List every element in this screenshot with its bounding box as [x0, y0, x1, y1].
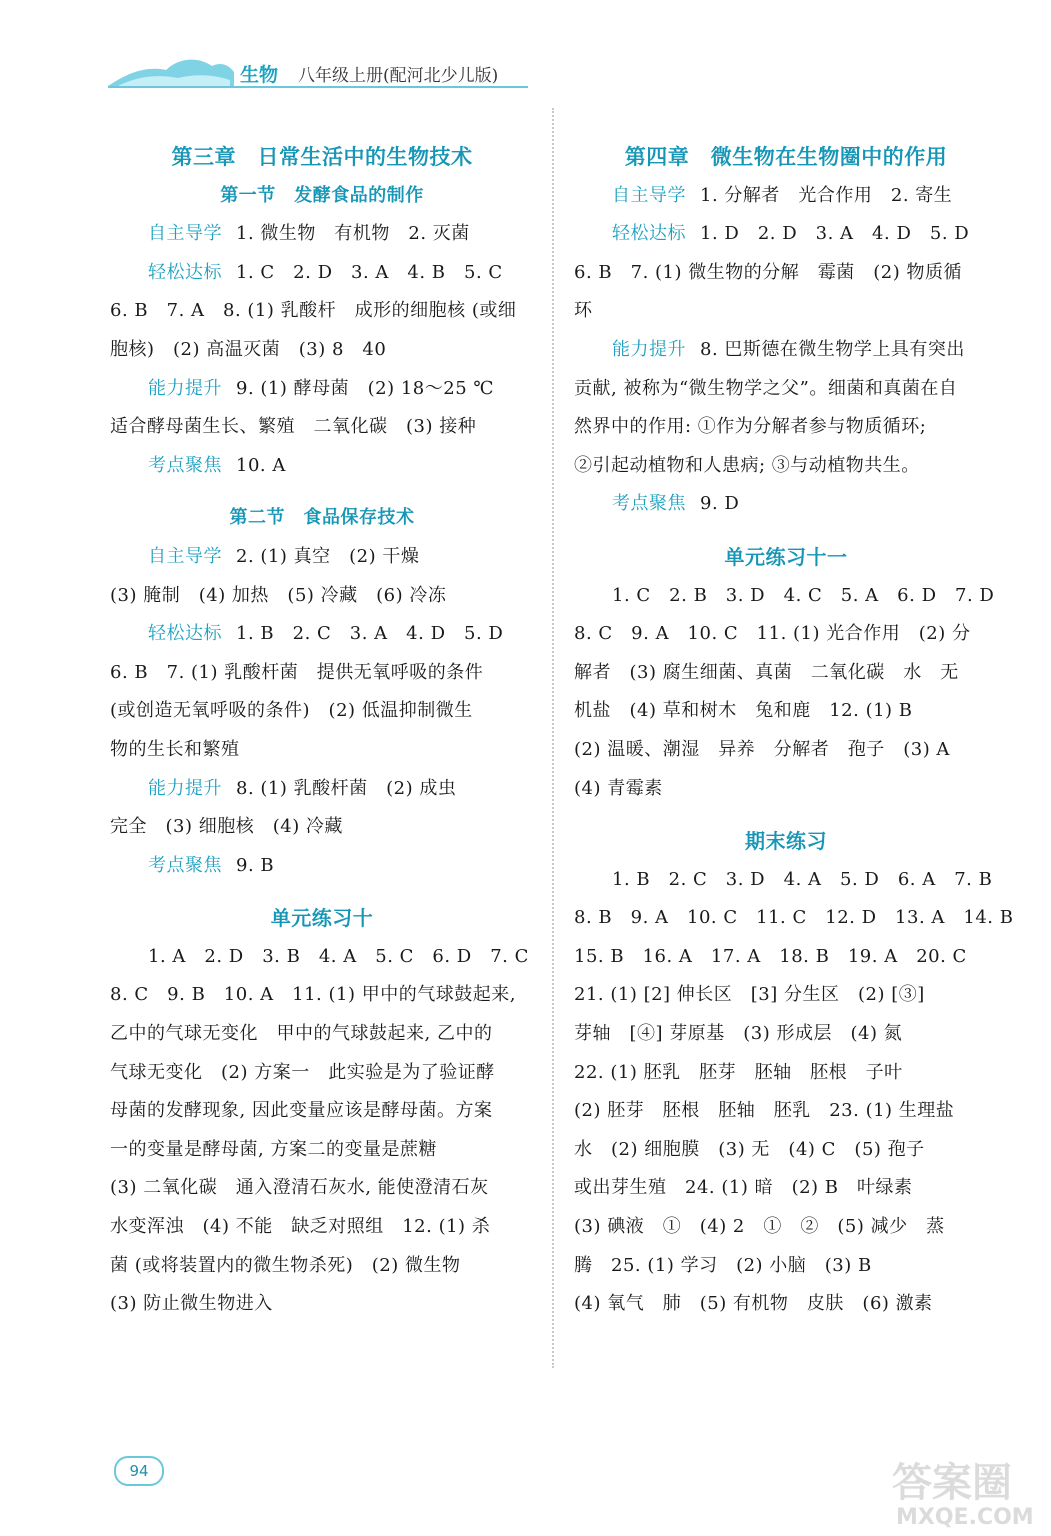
line-text: 8. C 9. A 10. C 11. (1) 光合作用 (2) 分	[574, 623, 971, 645]
chapter-title	[574, 138, 998, 177]
line-text: (2) 胚芽 胚根 胚轴 胚乳 23. (1) 生理盐	[574, 1100, 955, 1122]
line-text: 菌 (或将装置内的微生物杀死) (2) 微生物	[110, 1254, 461, 1276]
line-text: (3) 防止微生物进入	[110, 1293, 273, 1315]
answer-line	[574, 899, 1014, 938]
line-text: 贡献, 被称为“微生物学之父”。细菌和真菌在自	[574, 377, 958, 399]
section-tag: 自主导学	[148, 223, 222, 245]
line-text: (2) 温暖、潮湿 异养 分解者 孢子 (3) A	[574, 738, 950, 760]
line-text: 15. B 16. A 17. A 18. B 19. A 20. C	[574, 945, 967, 967]
answer-line	[574, 1247, 998, 1286]
answer-line	[110, 1015, 534, 1054]
answer-line	[574, 177, 998, 216]
answer-line	[110, 1208, 534, 1247]
answer-line	[110, 254, 534, 293]
line-text: 10. A	[236, 454, 286, 476]
answer-line	[110, 1131, 534, 1170]
answer-line	[110, 692, 534, 731]
line-text: 1. A 2. D 3. B 4. A 5. C 6. D 7. C	[148, 945, 529, 967]
line-text: 水 (2) 细胞膜 (3) 无 (4) C (5) 孢子	[574, 1138, 925, 1160]
line-text: 气球无变化 (2) 方案一 此实验是为了验证酵	[110, 1061, 495, 1083]
line-text: ②引起动植物和人患病; ③与动植物共生。	[574, 454, 920, 476]
line-text: 21. (1) [2] 伸长区 [3] 分生区 (2) [③]	[574, 984, 925, 1006]
line-text: 然界中的作用: ①作为分解者参与物质循环;	[574, 416, 927, 438]
answer-line	[574, 292, 998, 331]
line-text: 或出芽生殖 24. (1) 暗 (2) B 叶绿素	[574, 1177, 913, 1199]
answer-line	[574, 861, 998, 900]
subject-label: 生物	[240, 64, 279, 86]
unit-title	[110, 899, 534, 938]
column-divider	[552, 108, 554, 1368]
line-text: (3) 二氧化碳 通入澄清石灰水, 能使澄清石灰	[110, 1177, 489, 1199]
section-tag: 考点聚焦	[148, 854, 222, 876]
answer-line	[110, 615, 534, 654]
line-text: 1. C 2. B 3. D 4. C 5. A 6. D 7. D	[612, 584, 995, 606]
answer-line	[574, 408, 998, 447]
answer-line	[574, 615, 998, 654]
answer-line	[110, 938, 534, 977]
answer-line	[574, 447, 998, 486]
line-text: 水变浑浊 (4) 不能 缺乏对照组 12. (1) 杀	[110, 1216, 491, 1238]
answer-line	[110, 1247, 534, 1286]
unit-title	[574, 822, 998, 861]
line-text: 8. B 9. A 10. C 11. C 12. D 13. A 14. B	[574, 907, 1014, 929]
answer-line	[110, 408, 534, 447]
answer-line	[574, 254, 998, 293]
section-tag: 考点聚焦	[148, 454, 222, 476]
section-tag: 考点聚焦	[612, 493, 686, 515]
page-header	[108, 52, 528, 92]
section-tag: 轻松达标	[612, 223, 686, 245]
answer-line	[574, 1131, 998, 1170]
unit-title	[574, 538, 998, 577]
line-text: 乙中的气球无变化 甲中的气球鼓起来, 乙中的	[110, 1023, 493, 1045]
header-rule	[108, 86, 528, 88]
line-text: 第四章 微生物在生物圈中的作用	[624, 145, 948, 169]
section-gap	[574, 808, 998, 822]
answer-line	[110, 808, 534, 847]
answer-line	[574, 1285, 998, 1324]
answer-line	[110, 976, 534, 1015]
line-text: (4) 氧气 肺 (5) 有机物 皮肤 (6) 激素	[574, 1293, 933, 1315]
line-text: 2. (1) 真空 (2) 干燥	[236, 545, 420, 567]
line-text: (3) 腌制 (4) 加热 (5) 冷藏 (6) 冷冻	[110, 584, 447, 606]
left-column	[110, 138, 534, 1324]
answer-line	[110, 370, 534, 409]
line-text: 6. B 7. A 8. (1) 乳酸杆 成形的细胞核 (或细	[110, 300, 517, 322]
answer-line	[574, 976, 998, 1015]
answer-line	[574, 1092, 998, 1131]
line-text: 机盐 (4) 草和树木 兔和鹿 12. (1) B	[574, 700, 913, 722]
answer-line	[110, 654, 534, 693]
answer-line	[574, 1208, 998, 1247]
answer-line	[110, 770, 534, 809]
line-text: 胞核) (2) 高温灭菌 (3) 8 40	[110, 338, 387, 360]
answer-line	[110, 1169, 534, 1208]
section-tag: 轻松达标	[148, 623, 222, 645]
line-text: 第三章 日常生活中的生物技术	[171, 145, 473, 169]
answer-line	[110, 1285, 534, 1324]
section-gap	[110, 885, 534, 899]
line-text: 单元练习十一	[724, 544, 848, 569]
book-title: 八年级上册(配河北少儿版)	[298, 66, 499, 86]
answer-line	[574, 331, 998, 370]
chapter-title	[110, 138, 534, 177]
answer-line	[574, 770, 998, 809]
answer-line	[110, 731, 534, 770]
line-text: 物的生长和繁殖	[110, 738, 240, 760]
line-text: 1. B 2. C 3. A 4. D 5. D	[236, 623, 504, 645]
answer-line	[574, 215, 998, 254]
section-tag: 自主导学	[148, 545, 222, 567]
line-text: 第一节 发酵食品的制作	[220, 184, 424, 206]
line-text: 适合酵母菌生长、繁殖 二氧化碳 (3) 接种	[110, 416, 477, 438]
line-text: 8. (1) 乳酸杆菌 (2) 成虫	[236, 777, 457, 799]
line-text: 1. B 2. C 3. D 4. A 5. D 6. A 7. B	[612, 868, 993, 890]
page-number: 94	[114, 1456, 164, 1486]
line-text: 1. C 2. D 3. A 4. B 5. C	[236, 261, 503, 283]
line-text: 22. (1) 胚乳 胚芽 胚轴 胚根 子叶	[574, 1061, 903, 1083]
wave-logo-icon	[108, 52, 238, 88]
answer-line	[574, 577, 998, 616]
line-text: (4) 青霉素	[574, 777, 663, 799]
line-text: 单元练习十	[270, 906, 374, 931]
answer-line	[110, 215, 534, 254]
answer-line	[574, 654, 998, 693]
line-text: (或创造无氧呼吸的条件) (2) 低温抑制微生	[110, 700, 473, 722]
line-text: 6. B 7. (1) 微生物的分解 霉菌 (2) 物质循	[574, 261, 962, 283]
line-text: 9. (1) 酵母菌 (2) 18～25 ℃	[236, 377, 494, 399]
answer-line	[574, 1015, 998, 1054]
answer-line	[574, 1054, 998, 1093]
line-text: 8. C 9. B 10. A 11. (1) 甲中的气球鼓起来,	[110, 984, 516, 1006]
answer-line	[574, 938, 998, 977]
section-tag: 轻松达标	[148, 261, 222, 283]
line-text: 第二节 食品保存技术	[229, 507, 415, 529]
line-text: 9. B	[236, 854, 275, 876]
section-title	[110, 499, 534, 538]
line-text: 6. B 7. (1) 乳酸杆菌 提供无氧呼吸的条件	[110, 661, 484, 683]
line-text: 腾 25. (1) 学习 (2) 小脑 (3) B	[574, 1254, 872, 1276]
answer-line	[574, 1169, 998, 1208]
line-text: 完全 (3) 细胞核 (4) 冷藏	[110, 816, 343, 838]
line-text: 一的变量是酵母菌, 方案二的变量是蔗糖	[110, 1138, 437, 1160]
section-title	[110, 177, 534, 216]
answer-line	[574, 370, 998, 409]
svg-text:MXQE.COM: MXQE.COM	[896, 1505, 1034, 1530]
line-text: (3) 碘液 ① (4) 2 ① ② (5) 减少 蒸	[574, 1216, 945, 1238]
answer-line	[110, 331, 534, 370]
section-tag: 自主导学	[612, 184, 686, 206]
line-text: 9. D	[700, 493, 740, 515]
line-text: 解者 (3) 腐生细菌、真菌 二氧化碳 水 无	[574, 661, 959, 683]
line-text: 环	[574, 300, 593, 322]
svg-text:答案圈: 答案圈	[892, 1460, 1012, 1506]
section-gap	[574, 524, 998, 538]
answer-line	[110, 1054, 534, 1093]
answer-line	[574, 731, 998, 770]
answer-line	[110, 577, 534, 616]
section-tag: 能力提升	[148, 377, 222, 399]
line-text: 芽轴 [④] 芽原基 (3) 形成层 (4) 氮	[574, 1023, 903, 1045]
line-text: 1. 微生物 有机物 2. 灭菌	[236, 223, 470, 245]
answer-line	[574, 692, 998, 731]
line-text: 1. D 2. D 3. A 4. D 5. D	[700, 223, 970, 245]
answer-line	[110, 292, 534, 331]
watermark-logo	[884, 1452, 1034, 1530]
answer-line	[110, 847, 534, 886]
right-column	[574, 138, 1014, 1324]
section-gap	[110, 485, 534, 499]
line-text: 期末练习	[745, 829, 827, 854]
section-tag: 能力提升	[612, 338, 686, 360]
answer-line	[574, 485, 998, 524]
answer-line	[110, 1092, 534, 1131]
line-text: 8. 巴斯德在微生物学上具有突出	[700, 338, 965, 360]
line-text: 母菌的发酵现象, 因此变量应该是酵母菌。方案	[110, 1100, 493, 1122]
answer-line	[110, 538, 534, 577]
answer-line	[110, 447, 534, 486]
line-text: 1. 分解者 光合作用 2. 寄生	[700, 184, 953, 206]
section-tag: 能力提升	[148, 777, 222, 799]
